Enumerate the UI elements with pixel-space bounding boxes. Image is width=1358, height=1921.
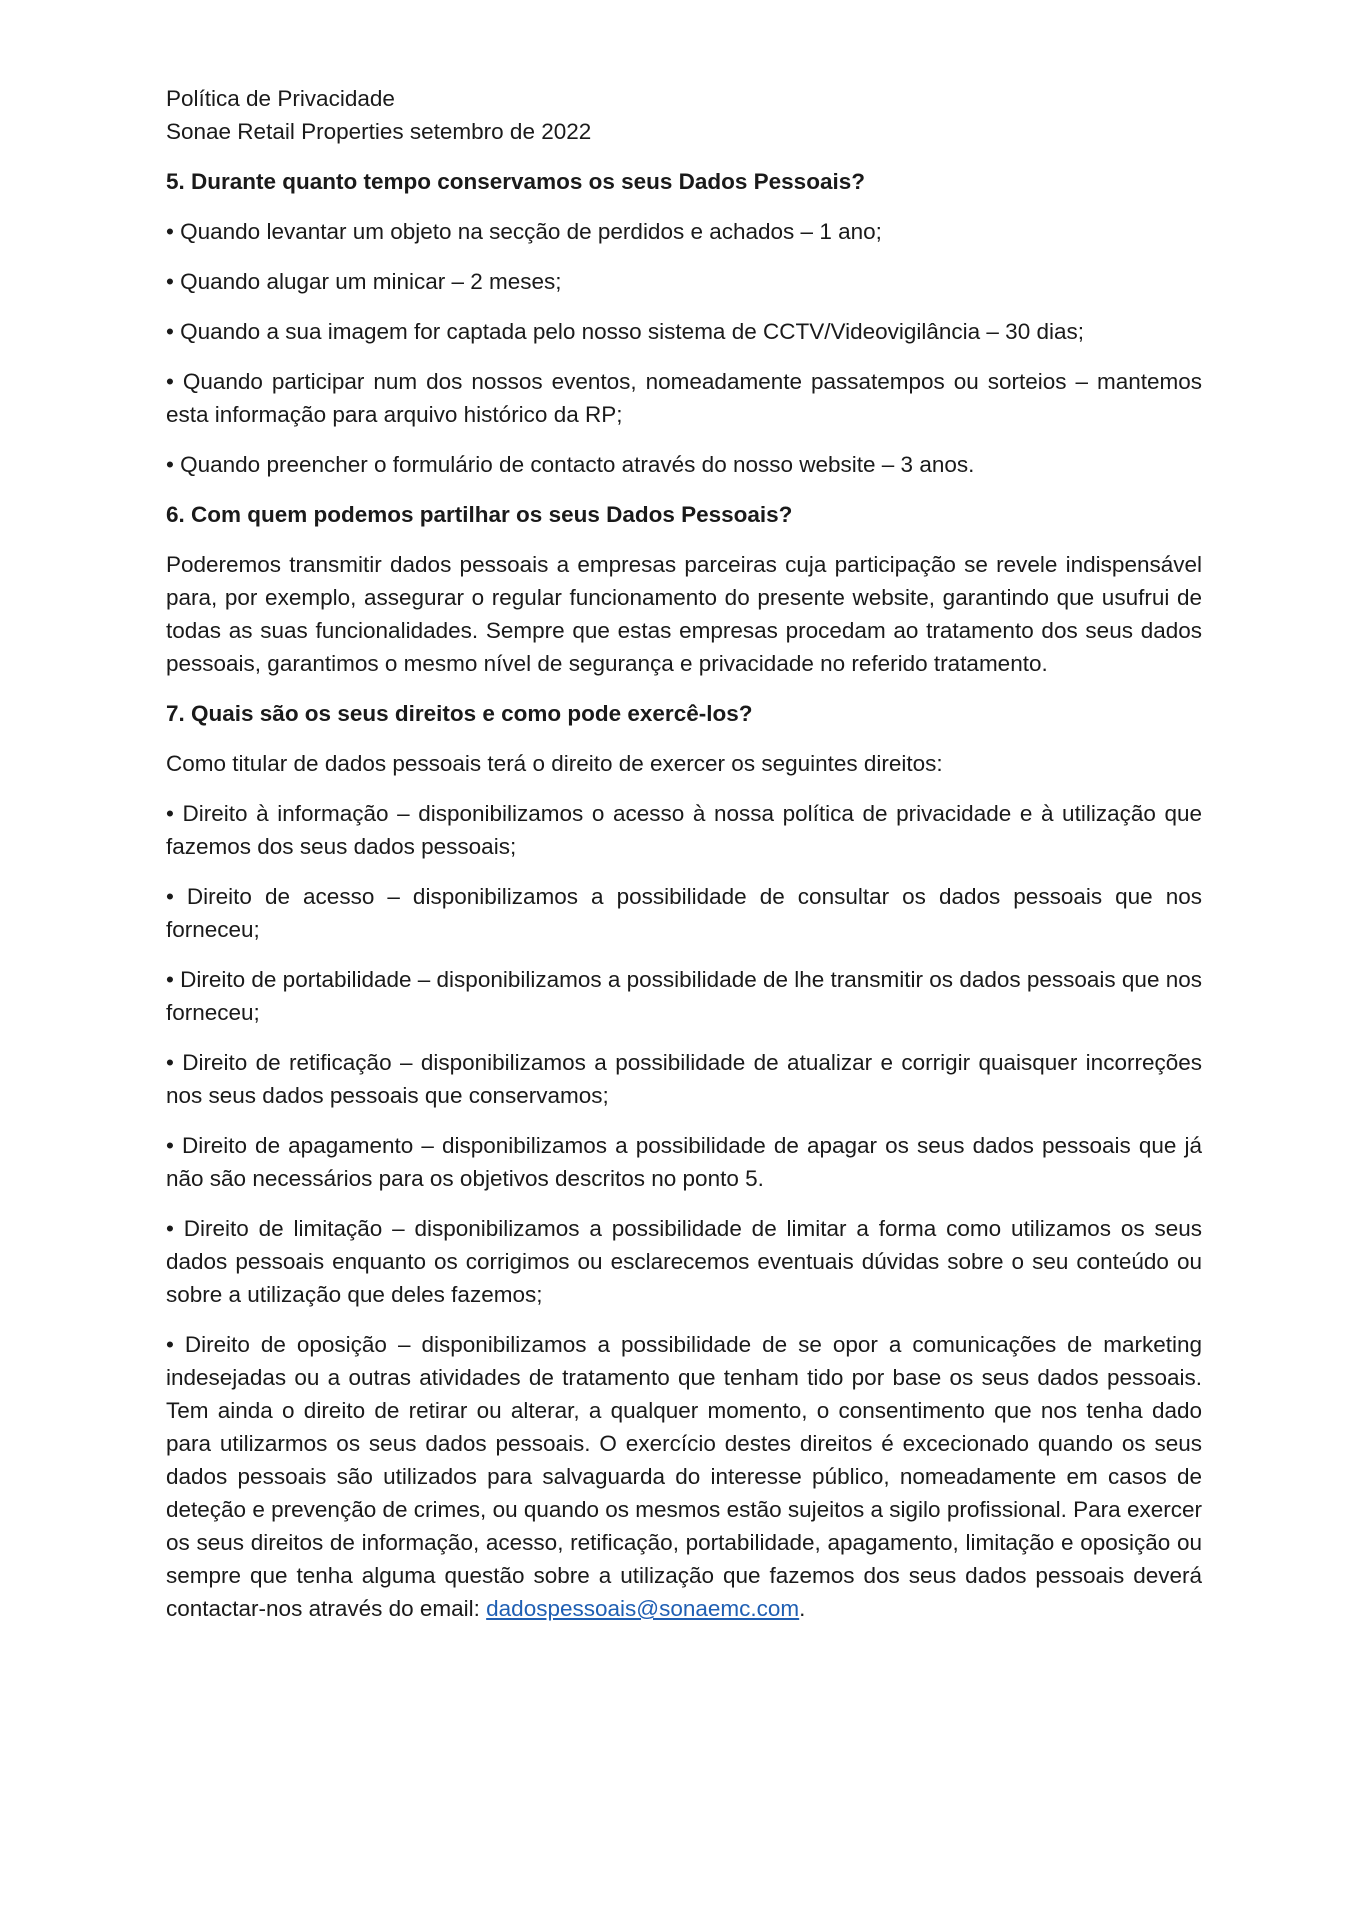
section-6-heading: 6. Com quem podemos partilhar os seus Dados Pessoais? [166, 502, 793, 527]
list-item: • Direito de limitação – disponibilizamos a possibilidade de limitar a forma como utilizamos os seus dados pessoais enquanto os corrigimos ou esclarecemos eventuais dúvidas sobre o seu conteúdo ou sobre a utilização que deles fazemos; [166, 1216, 1202, 1307]
section-7-heading: 7. Quais são os seus direitos e como pode exercê-los? [166, 701, 753, 726]
list-item: • Direito de portabilidade – disponibilizamos a possibilidade de lhe transmitir os dados pessoais que nos forneceu; [166, 967, 1202, 1025]
right-to-object-item [166, 1328, 1202, 1625]
email-link[interactable]: dadospessoais@sonaemc.com [486, 1596, 800, 1621]
list-item: • Direito de retificação – disponibilizamos a possibilidade de atualizar e corrigir quaisquer incorreções nos seus dados pessoais que conservamos; [166, 1050, 1202, 1108]
document-subtitle: Sonae Retail Properties setembro de 2022 [166, 119, 592, 144]
document-content [166, 82, 1202, 1642]
list-item: • Quando participar num dos nossos eventos, nomeadamente passatempos ou sorteios – mantemos esta informação para arquivo histórico da RP; [166, 369, 1202, 427]
section-7-intro: Como titular de dados pessoais terá o direito de exercer os seguintes direitos: [166, 751, 943, 776]
trailing-period: . [799, 1596, 806, 1621]
document-title: Política de Privacidade [166, 86, 395, 111]
list-item: • Direito à informação – disponibilizamos o acesso à nossa política de privacidade e à utilização que fazemos dos seus dados pessoais; [166, 801, 1202, 859]
list-item: • Direito de apagamento – disponibilizamos a possibilidade de apagar os seus dados pessoais que já não são necessários para os objetivos descritos no ponto 5. [166, 1133, 1202, 1191]
list-item: • Quando alugar um minicar – 2 meses; [166, 269, 562, 294]
list-item: • Quando levantar um objeto na secção de perdidos e achados – 1 ano; [166, 219, 882, 244]
list-item: • Direito de acesso – disponibilizamos a possibilidade de consultar os dados pessoais que nos forneceu; [166, 884, 1202, 942]
list-item: • Quando preencher o formulário de contacto através do nosso website – 3 anos. [166, 452, 975, 477]
right-to-object-text: • Direito de oposição – disponibilizamos a possibilidade de se opor a comunicações de marketing indesejadas ou a outras atividades de tratamento que tenham tido por base os seus dados pessoais. Tem ainda o direito de retirar ou alterar, a qualquer momento, o consentimento que nos tenha dado para utilizarmos os seus dados pessoais. O exercício destes direitos é excecionado quando os seus dados pessoais são utilizados para salvaguarda do interesse público, nomeadamente em casos de deteção e prevenção de crimes, ou quando os mesmos estão sujeitos a sigilo profissional. Para exercer os seus direitos de informação, acesso, retificação, portabilidade, apagamento, limitação e oposição ou sempre que tenha alguma questão sobre a utilização que fazemos dos seus dados pessoais deverá contactar-nos através do email: [166, 1332, 1202, 1621]
list-item: • Quando a sua imagem for captada pelo nosso sistema de CCTV/Videovigilância – 30 dias; [166, 319, 1084, 344]
section-6-body: Poderemos transmitir dados pessoais a empresas parceiras cuja participação se revele indispensável para, por exemplo, assegurar o regular funcionamento do presente website, garantindo que usufrui de todas as suas funcionalidades. Sempre que estas empresas procedam ao tratamento dos seus dados pessoais, garantimos o mesmo nível de segurança e privacidade no referido tratamento. [166, 552, 1202, 676]
section-5-heading: 5. Durante quanto tempo conservamos os seus Dados Pessoais? [166, 169, 865, 194]
